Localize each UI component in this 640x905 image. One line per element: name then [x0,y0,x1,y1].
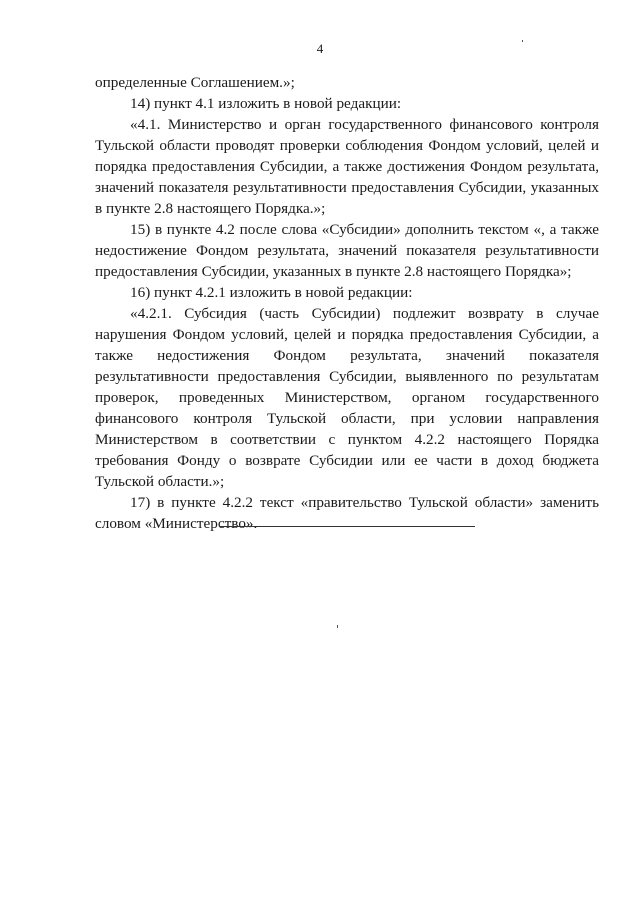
paragraph-item-15: 15) в пункте 4.2 после слова «Субсидии» дополнить текстом «, а также недостижение Фондом результата, значений показателя результативности предоставления Субсидии, указанных в пункте 2.8 настоящего Порядка»; [95,221,599,280]
paragraph-continuation: определенные Соглашением.»; [95,74,295,91]
document-body [95,72,599,534]
paragraph-item-16: 16) пункт 4.2.1 изложить в новой редакции: [130,284,413,301]
paragraph-item-17: 17) в пункте 4.2.2 текст «правительство Тульской области» заменить словом «Министерство». [95,494,599,532]
paragraph-clause-4-1: «4.1. Министерство и орган государственного финансового контроля Тульской области проводят проверки соблюдения Фондом условий, целей и порядка предоставления Субсидии, а также достижения Фондом результата, значений показателя результативности предоставления Субсидии, указанных в пункте 2.8 настоящего Порядка.»; [95,116,599,217]
scan-speck [522,40,523,42]
closing-rule [219,526,475,527]
paragraph-clause-4-2-1: «4.2.1. Субсидия (часть Субсидии) подлежит возврату в случае нарушения Фондом условий, целей и порядка предоставления Субсидии, а также недостижения Фондом результата, значений показателя результативности предоставления Субсидии, выявленного по результатам проверок, проведенных Министерством, органом государственного финансового контроля Тульской области, при условии направления Министерством в соответствии с пунктом 4.2.2 настоящего Порядка требования Фонду о возврате Субсидии или ее части в доход бюджета Тульской области.»; [95,305,599,490]
paragraph-item-14: 14) пункт 4.1 изложить в новой редакции: [130,95,402,112]
page-number: 4 [316,41,324,56]
scan-speck [337,625,338,628]
